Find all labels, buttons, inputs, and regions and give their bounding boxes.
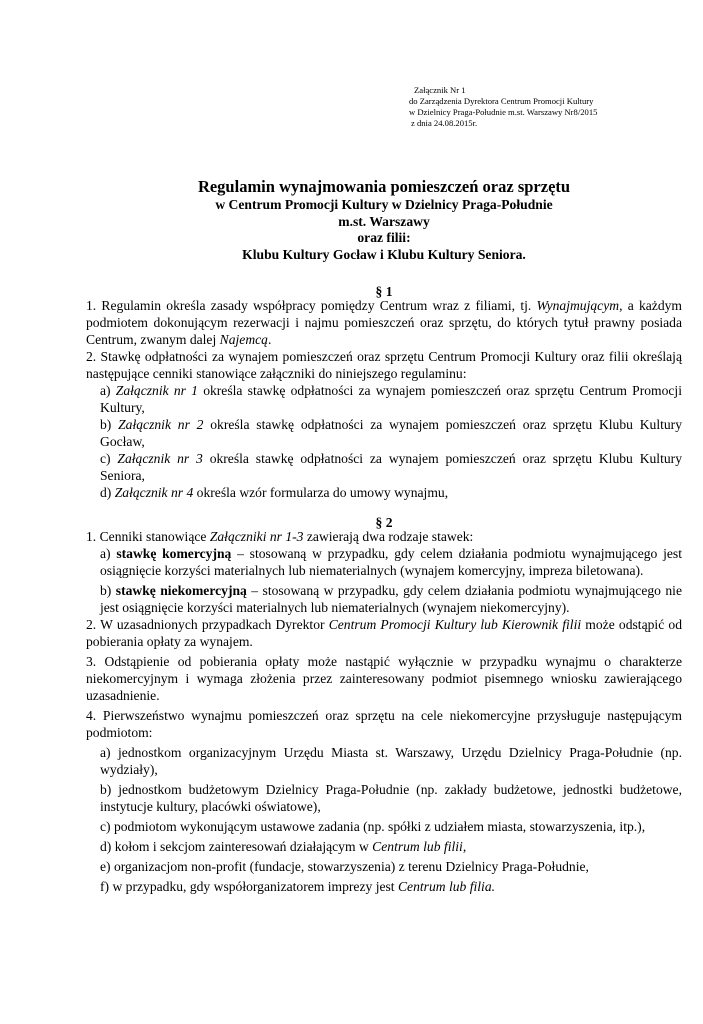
title-line: oraz filii: xyxy=(357,230,411,245)
text: , xyxy=(462,839,467,854)
text: d) xyxy=(100,485,115,500)
italic-text: Załącznik nr 2 xyxy=(118,417,204,432)
list-item xyxy=(86,484,682,501)
text: a) xyxy=(100,546,117,561)
italic-text: Załącznik nr 3 xyxy=(117,451,203,466)
title-line: m.st. Warszawy xyxy=(338,213,430,229)
text: może odstąpić od pobierania opłaty za wynajem. xyxy=(86,617,682,649)
list-item xyxy=(86,781,682,815)
text: – stosowaną w przypadku, gdy celem działania podmiotu wynajmującego nie jest osiągnięcie korzyści materialnych lub niematerialnych (wynajem niekomercyjny). xyxy=(100,583,682,615)
section-2-body xyxy=(86,528,682,895)
list-item xyxy=(86,744,682,778)
list-item xyxy=(86,582,682,616)
italic-text: Wynajmującym xyxy=(536,298,620,313)
italic-text: Załącznik nr 4 xyxy=(114,485,194,500)
paragraph: 2. Stawkę odpłatności za wynajem pomieszczeń oraz sprzętu Centrum Promocji Kultury oraz filii określają następujące cenniki stanowiące załączniki do niniejszego regulaminu: xyxy=(86,349,682,381)
text: c) xyxy=(100,451,118,466)
text: 1. Cenniki stanowiące xyxy=(86,529,210,544)
text: b) xyxy=(100,583,116,598)
paragraph: 3. Odstąpienie od pobierania opłaty może nastąpić wyłącznie w przypadku wynajmu o charakterze niekomercyjnym i wymaga złożenia przez zainteresowany podmiot pisemnego wniosku zawierającego uzasadnienie. xyxy=(86,654,682,703)
italic-text: Załącznik nr 1 xyxy=(115,383,198,398)
text: określa stawkę odpłatności za wynajem pomieszczeń oraz sprzętu Centrum Promocji Kultury, xyxy=(100,383,682,415)
annex-line: do Zarządzenia Dyrektora Centrum Promocji Kultury xyxy=(409,96,594,106)
annex-line: Załącznik Nr 1 xyxy=(414,85,466,95)
text: a) xyxy=(100,383,116,398)
text: – stosowaną w przypadku, gdy celem działania podmiotu wynajmującego jest osiągnięcie korzyści materialnych lub niematerialnych (wynajem komercyjny, impreza biletowana). xyxy=(100,546,682,578)
list-item xyxy=(86,878,682,895)
text: , a każdym podmiotem dokonującym rezerwacji i najmu pomieszczeń oraz sprzętu, do których tytuł prawny posiada Centrum, zwanym dalej xyxy=(86,298,682,347)
italic-text: Centrum lub filia. xyxy=(397,879,496,894)
text: d) kołom i sekcjom zainteresowań działającym w xyxy=(100,839,373,854)
text: zawierają dwa rodzaje stawek: xyxy=(303,529,474,544)
section-1-body xyxy=(86,297,682,501)
document-title xyxy=(86,177,682,263)
paragraph xyxy=(86,297,682,348)
list-item xyxy=(86,858,682,875)
section-2-heading: § 2 xyxy=(375,515,393,530)
text: 1. Regulamin określa zasady współpracy pomiędzy Centrum wraz z filiami, tj. xyxy=(86,298,537,313)
bold-text: stawkę komercyjną xyxy=(116,546,232,561)
annex-line: w Dzielnicy Praga-Południe m.st. Warszawy Nr8/2015 xyxy=(409,107,598,117)
list-item xyxy=(86,545,682,579)
text: a) jednostkom organizacyjnym Urzędu Miasta st. Warszawy, Urzędu Dzielnicy Praga-Południe (np. wydziały), xyxy=(100,745,682,777)
text: e) organizacjom non-profit (fundacje, stowarzyszenia) z terenu Dzielnicy Praga-Południe, xyxy=(100,859,589,874)
text: c) podmiotom wykonującym ustawowe zadania (np. spółki z udziałem miasta, stowarzyszenia, itp.), xyxy=(100,819,646,834)
title-line: w Centrum Promocji Kultury w Dzielnicy Praga-Południe xyxy=(215,197,553,212)
text: określa wzór formularza do umowy wynajmu, xyxy=(193,485,449,500)
italic-text: Centrum Promocji Kultury lub Kierownik filii xyxy=(328,617,582,632)
list-item xyxy=(86,382,682,416)
italic-text: Centrum lub filii xyxy=(372,839,463,854)
italic-text: Załączniki nr 1-3 xyxy=(209,529,304,544)
list-item xyxy=(86,416,682,450)
text: określa stawkę odpłatności za wynajem pomieszczeń oraz sprzętu Klubu Kultury Gocław, xyxy=(100,417,683,449)
italic-text: Najemcą xyxy=(219,332,268,347)
paragraph xyxy=(86,616,682,650)
paragraph: 4. Pierwszeństwo wynajmu pomieszczeń oraz sprzętu na cele niekomercyjne przysługuje następującym podmiotom: xyxy=(86,708,682,740)
annex-header xyxy=(409,85,597,129)
text: b) xyxy=(100,417,119,432)
title-line: Klubu Kultury Gocław i Klubu Kultury Seniora. xyxy=(242,246,526,262)
text: określa stawkę odpłatności za wynajem pomieszczeń oraz sprzętu Klubu Kultury Seniora, xyxy=(100,451,682,483)
text: . xyxy=(267,332,272,347)
title-main: Regulamin wynajmowania pomieszczeń oraz sprzętu xyxy=(197,177,571,196)
paragraph xyxy=(86,528,682,545)
list-item xyxy=(86,838,682,855)
bold-text: stawkę niekomercyjną xyxy=(115,583,247,598)
text: 2. W uzasadnionych przypadkach Dyrektor xyxy=(86,617,329,632)
text: b) jednostkom budżetowym Dzielnicy Praga-Południe (np. zakłady budżetowe, jednostki budżetowe, instytucje kultury, placówki oświatowe), xyxy=(100,782,682,814)
list-item xyxy=(86,450,682,484)
text: f) w przypadku, gdy współorganizatorem imprezy jest xyxy=(100,879,398,894)
annex-line: z dnia 24.08.2015r. xyxy=(411,118,478,128)
section-1-heading: § 1 xyxy=(375,284,393,299)
list-item xyxy=(86,818,682,835)
